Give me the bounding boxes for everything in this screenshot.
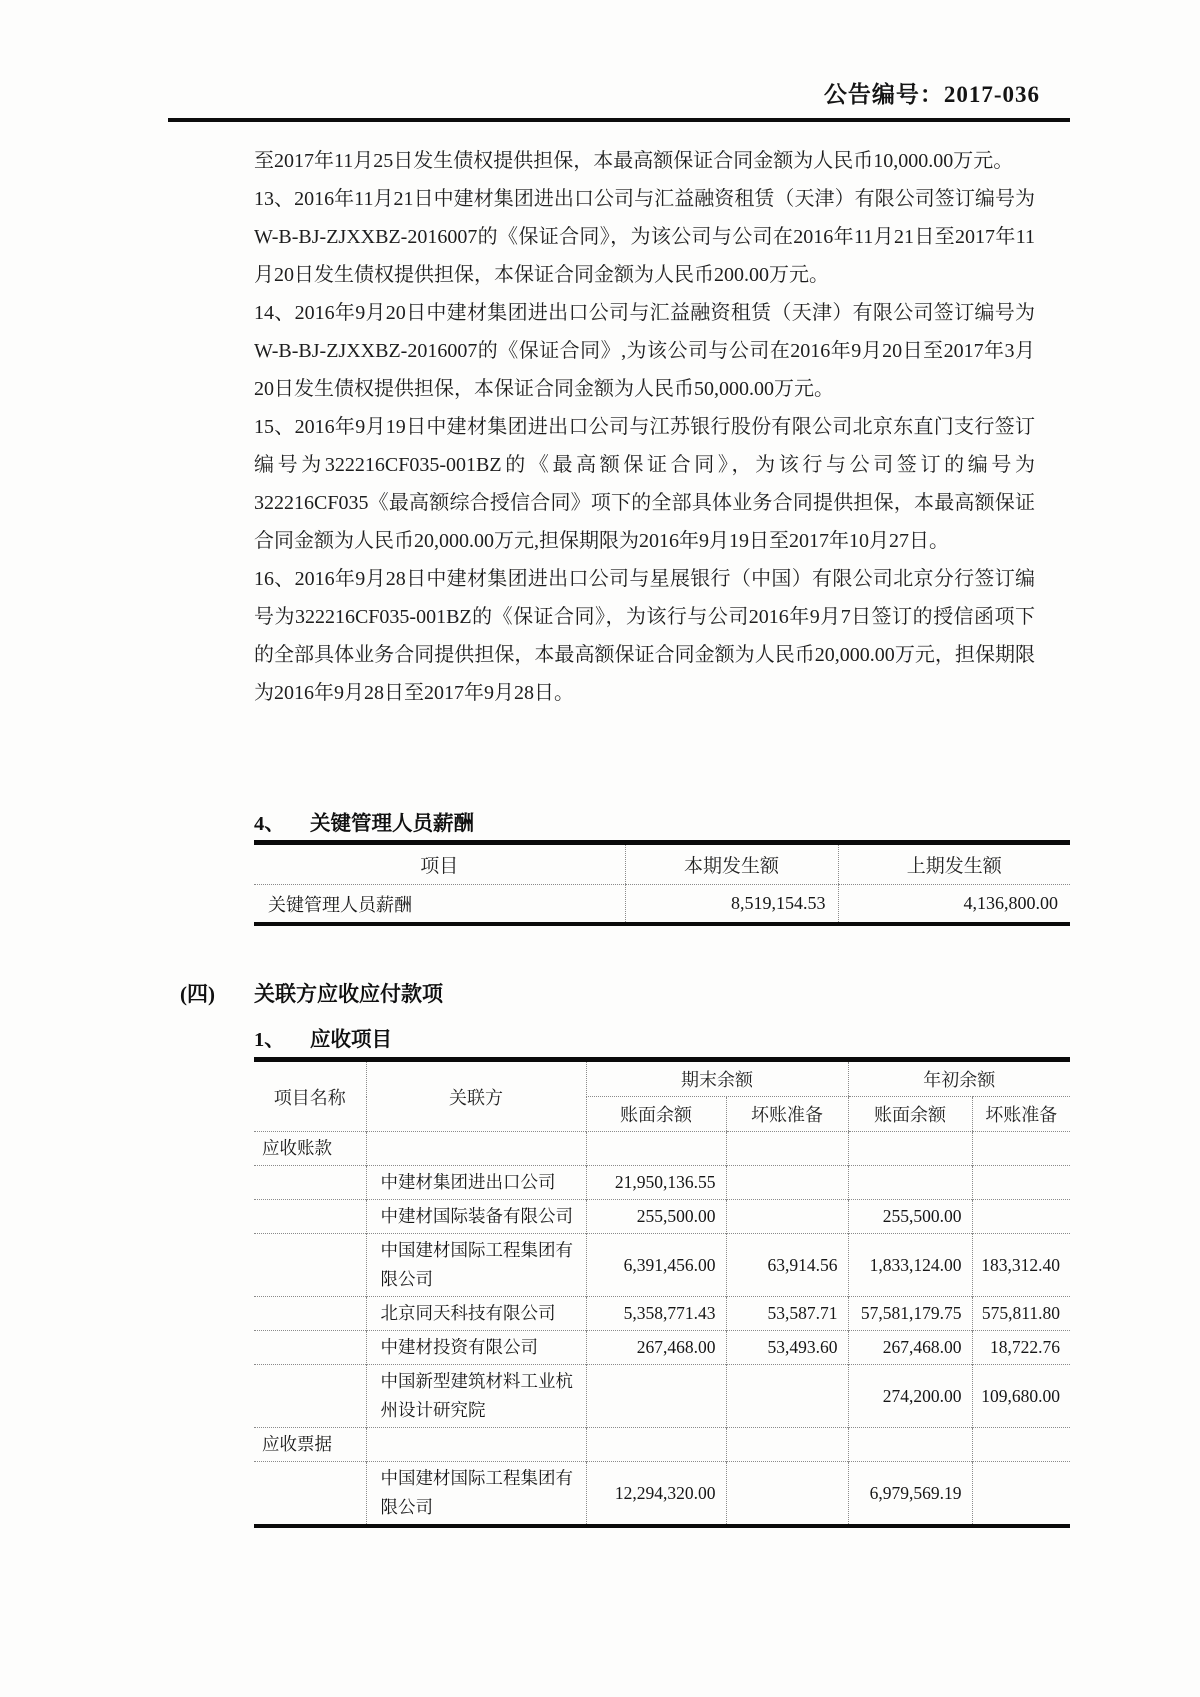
table-row: 中建材集团进出口公司 21,950,136.55 [254, 1166, 1070, 1200]
current-period-amount: 8,519,154.53 [625, 885, 838, 925]
category-notes-receivable: 应收票据 [254, 1428, 366, 1462]
table-row: 中国建材国际工程集团有限公司 12,294,320.00 6,979,569.19 [254, 1462, 1070, 1527]
related-party-name: 中国建材国际工程集团有限公司 [366, 1234, 586, 1297]
col-header-ending-bad-debt: 坏账准备 [726, 1097, 848, 1132]
col-header-item: 项目 [254, 843, 625, 885]
compensation-header-row [254, 843, 1070, 885]
col-header-ending-balance: 期末余额 [586, 1060, 848, 1097]
receivables-header-group-row [254, 1060, 1070, 1097]
col-header-current-period: 本期发生额 [625, 843, 838, 885]
related-party-name: 北京同天科技有限公司 [366, 1297, 586, 1331]
prior-period-amount: 4,136,800.00 [838, 885, 1070, 925]
col-header-beginning-book-balance: 账面余额 [848, 1097, 972, 1132]
body-text [254, 142, 1035, 712]
col-header-beginning-bad-debt: 坏账准备 [972, 1097, 1070, 1132]
paragraph-guarantee-13: 13、2016年11月21日中建材集团进出口公司与汇益融资租赁（天津）有限公司签订编号为W-B-BJ-ZJXXBZ-2016007的《保证合同》，为该公司与公司在2016年11月21日至2017年11月20日发生债权提供担保，本保证合同金额为人民币200.00万元。 [254, 188, 1035, 286]
table-row: 中国建材国际工程集团有限公司 6,391,456.00 63,914.56 1,833,124.00 183,312.40 [254, 1234, 1070, 1297]
related-party-name: 中建材国际装备有限公司 [366, 1200, 586, 1234]
table-row: 北京同天科技有限公司 5,358,771.43 53,587.71 57,581,179.75 575,811.80 [254, 1297, 1070, 1331]
section-4-number: 4、 [254, 813, 285, 835]
related-party-name: 中国建材国际工程集团有限公司 [366, 1462, 586, 1527]
col-header-item-name: 项目名称 [273, 1087, 346, 1108]
col-header-ending-book-balance: 账面余额 [586, 1097, 726, 1132]
paragraph-guarantee-15: 15、2016年9月19日中建材集团进出口公司与江苏银行股份有限公司北京东直门支行签订编号为322216CF035-001BZ的《最高额保证合同》，为该行与公司签订的编号为322216CF035《最高额综合授信合同》项下的全部具体业务合同提供担保，本最高额保证合同金额为人民币20,000.00万元,担保期限为2016年9月19日至2017年10月27日。 [254, 416, 1035, 552]
paragraph-guarantee-12-cont: 至2017年11月25日发生债权提供担保，本最高额保证合同金额为人民币10,000.00万元。 [254, 150, 1014, 172]
table-row: 中建材投资有限公司 267,468.00 53,493.60 267,468.00 18,722.76 [254, 1331, 1070, 1365]
subsection-1-title: 应收项目 [310, 1029, 392, 1051]
compensation-item: 关键管理人员薪酬 [268, 894, 412, 915]
header-rule [168, 118, 1070, 122]
table-row-category [254, 1428, 1070, 1462]
col-header-related-party: 关联方 [366, 1060, 586, 1132]
table-row [254, 885, 1070, 925]
receivables-table [254, 1057, 1070, 1528]
paragraph-guarantee-14: 14、2016年9月20日中建材集团进出口公司与汇益融资租赁（天津）有限公司签订编号为W-B-BJ-ZJXXBZ-2016007的《保证合同》,为该公司与公司在2016年9月20日至2017年3月20日发生债权提供担保，本保证合同金额为人民币50,000.00万元。 [254, 302, 1035, 400]
col-header-prior-period: 上期发生额 [838, 843, 1070, 885]
category-accounts-receivable: 应收账款 [254, 1132, 366, 1166]
section-4-title: 关键管理人员薪酬 [310, 813, 474, 835]
section-si-title: 关联方应收应付款项 [254, 982, 443, 1006]
related-party-name: 中建材集团进出口公司 [366, 1166, 586, 1200]
compensation-table [254, 840, 1070, 926]
table-row: 中国新型建筑材料工业杭州设计研究院 274,200.00 109,680.00 [254, 1365, 1070, 1428]
related-party-name: 中国新型建筑材料工业杭州设计研究院 [366, 1365, 586, 1428]
subsection-1-number: 1、 [254, 1029, 285, 1051]
table-row: 中建材国际装备有限公司 255,500.00 255,500.00 [254, 1200, 1070, 1234]
col-header-beginning-balance: 年初余额 [848, 1060, 1070, 1097]
section-si-heading [180, 978, 1070, 1008]
document-content [168, 0, 1070, 1528]
section-4-heading [254, 806, 1070, 836]
paragraph-guarantee-16: 16、2016年9月28日中建材集团进出口公司与星展银行（中国）有限公司北京分行签订编号为322216CF035-001BZ的《保证合同》，为该行与公司2016年9月7日签订的授信函项下的全部具体业务合同提供担保，本最高额保证合同金额为人民币20,000.00万元，担保期限为2016年9月28日至2017年9月28日。 [254, 568, 1035, 704]
table-row-category [254, 1132, 1070, 1166]
related-party-name: 中建材投资有限公司 [366, 1331, 586, 1365]
announcement-number: 公告编号：2017-036 [823, 82, 1040, 107]
section-si-number: (四) [180, 982, 215, 1006]
subsection-1-heading [254, 1022, 1070, 1052]
